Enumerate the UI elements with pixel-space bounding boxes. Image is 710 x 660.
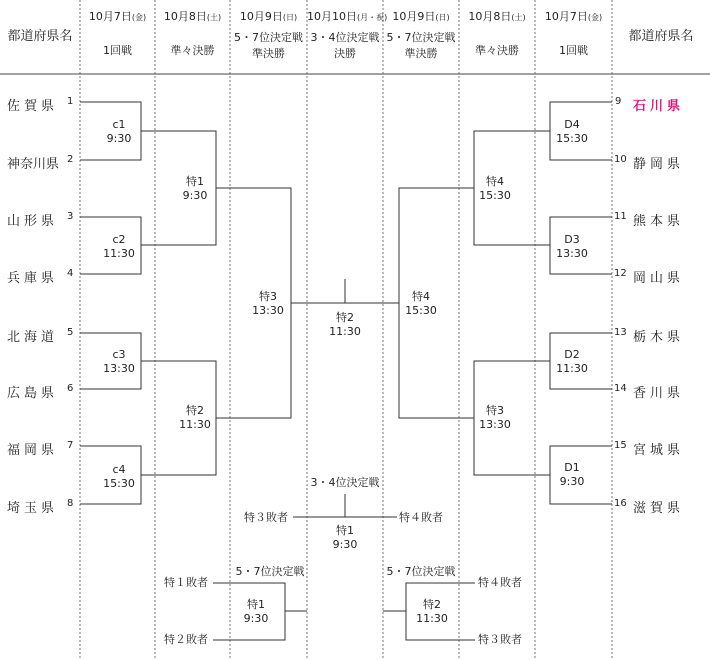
seed-right-9: 9 bbox=[615, 96, 622, 107]
fifth-right-bottom-entrant: 特３敗者 bbox=[478, 633, 522, 646]
team-left-5: 北海道 bbox=[7, 330, 59, 345]
third-place-right-entrant: 特４敗者 bbox=[399, 511, 443, 524]
match-sf-right: 特4 15:30 bbox=[405, 290, 437, 317]
team-left-4: 兵庫県 bbox=[7, 271, 59, 286]
match-c4: c4 15:30 bbox=[103, 463, 135, 490]
third-place-left-entrant: 特３敗者 bbox=[244, 511, 288, 524]
bracket-paths bbox=[80, 102, 612, 640]
team-right-12: 岡山県 bbox=[633, 271, 685, 286]
col-header-1: 10月7日(金) bbox=[88, 10, 147, 23]
team-right-14: 香川県 bbox=[633, 386, 685, 401]
match-sf-left: 特3 13:30 bbox=[252, 290, 284, 317]
team-right-13: 栃木県 bbox=[633, 330, 685, 345]
round-label-3: 準決勝 bbox=[252, 47, 285, 60]
seed-left-4: 4 bbox=[67, 268, 74, 279]
match-qf-left-1: 特1 9:30 bbox=[182, 175, 208, 202]
team-left-8: 埼玉県 bbox=[7, 501, 59, 516]
sub-label-3: 5・7位決定戦 bbox=[234, 31, 303, 44]
match-fifth-right: 特2 11:30 bbox=[416, 598, 448, 625]
match-d2: D2 11:30 bbox=[556, 348, 588, 375]
round-label-5: 準決勝 bbox=[404, 47, 438, 60]
match-d3: D3 13:30 bbox=[556, 233, 588, 260]
third-place-title: 3・4位決定戦 bbox=[310, 476, 380, 489]
seed-right-16: 16 bbox=[614, 498, 627, 509]
sub-label-5: 5・7位決定戦 bbox=[386, 31, 456, 44]
sub-label-4: 3・4位決定戦 bbox=[310, 31, 380, 44]
match-c1: c1 9:30 bbox=[106, 118, 132, 145]
team-right-11: 熊本県 bbox=[633, 214, 685, 229]
round-label-2: 準々決勝 bbox=[170, 44, 215, 57]
col-header-2: 10月8日(土) bbox=[163, 10, 222, 23]
match-qf-left-2: 特2 11:30 bbox=[179, 404, 211, 431]
seed-right-12: 12 bbox=[614, 268, 627, 279]
col-header-5: 10月9日(日) bbox=[392, 10, 450, 23]
team-right-9: 石川県 bbox=[633, 99, 685, 114]
pref-header-right: 都道府県名 bbox=[628, 29, 694, 44]
round-label-7: 1回戦 bbox=[559, 44, 588, 57]
round-label-4: 決勝 bbox=[334, 47, 356, 60]
fifth-left-title: 5・7位決定戦 bbox=[235, 565, 305, 578]
match-qf-right-4: 特4 15:30 bbox=[479, 175, 511, 202]
round-label-1: 1回戦 bbox=[103, 44, 132, 57]
team-left-3: 山形県 bbox=[7, 214, 59, 229]
team-right-16: 滋賀県 bbox=[633, 501, 685, 516]
match-fifth-left: 特1 9:30 bbox=[243, 598, 269, 625]
seed-left-7: 7 bbox=[67, 440, 74, 451]
match-c2: c2 11:30 bbox=[103, 233, 135, 260]
team-left-2: 神奈川県 bbox=[7, 157, 60, 172]
team-right-15: 宮城県 bbox=[633, 443, 685, 458]
match-c3: c3 13:30 bbox=[103, 348, 135, 375]
seed-left-3: 3 bbox=[67, 211, 74, 222]
col-header-7: 10月7日(金) bbox=[544, 10, 603, 23]
team-right-10: 静岡県 bbox=[633, 157, 685, 172]
match-d4: D4 15:30 bbox=[556, 118, 588, 145]
fifth-right-top-entrant: 特４敗者 bbox=[478, 576, 522, 589]
team-left-7: 福岡県 bbox=[7, 443, 59, 458]
col-header-3: 10月9日(日) bbox=[239, 10, 298, 23]
team-left-6: 広島県 bbox=[7, 386, 59, 401]
seed-left-2: 2 bbox=[67, 154, 74, 165]
seed-left-6: 6 bbox=[67, 383, 74, 394]
match-d1: D1 9:30 bbox=[559, 461, 585, 488]
col-header-4: 10月10日(月・祝) bbox=[307, 10, 388, 23]
match-third-place: 特1 9:30 bbox=[332, 524, 358, 551]
match-qf-right-3: 特3 13:30 bbox=[479, 404, 511, 431]
match-final: 特2 11:30 bbox=[329, 311, 361, 338]
seed-right-11: 11 bbox=[614, 211, 627, 222]
col-header-6: 10月8日(土) bbox=[468, 10, 526, 23]
team-left-1: 佐賀県 bbox=[7, 99, 59, 114]
fifth-left-top-entrant: 特１敗者 bbox=[164, 576, 208, 589]
seed-right-15: 15 bbox=[614, 440, 627, 451]
seed-right-10: 10 bbox=[614, 154, 627, 165]
seed-left-5: 5 bbox=[67, 327, 74, 338]
fifth-left-bottom-entrant: 特２敗者 bbox=[164, 633, 208, 646]
seed-right-14: 14 bbox=[614, 383, 627, 394]
round-label-6: 準々決勝 bbox=[475, 44, 519, 57]
seed-left-1: 1 bbox=[67, 96, 74, 107]
seed-right-13: 13 bbox=[614, 327, 627, 338]
fifth-right-title: 5・7位決定戦 bbox=[386, 565, 456, 578]
seed-left-8: 8 bbox=[67, 498, 74, 509]
pref-header-left: 都道府県名 bbox=[7, 29, 73, 44]
